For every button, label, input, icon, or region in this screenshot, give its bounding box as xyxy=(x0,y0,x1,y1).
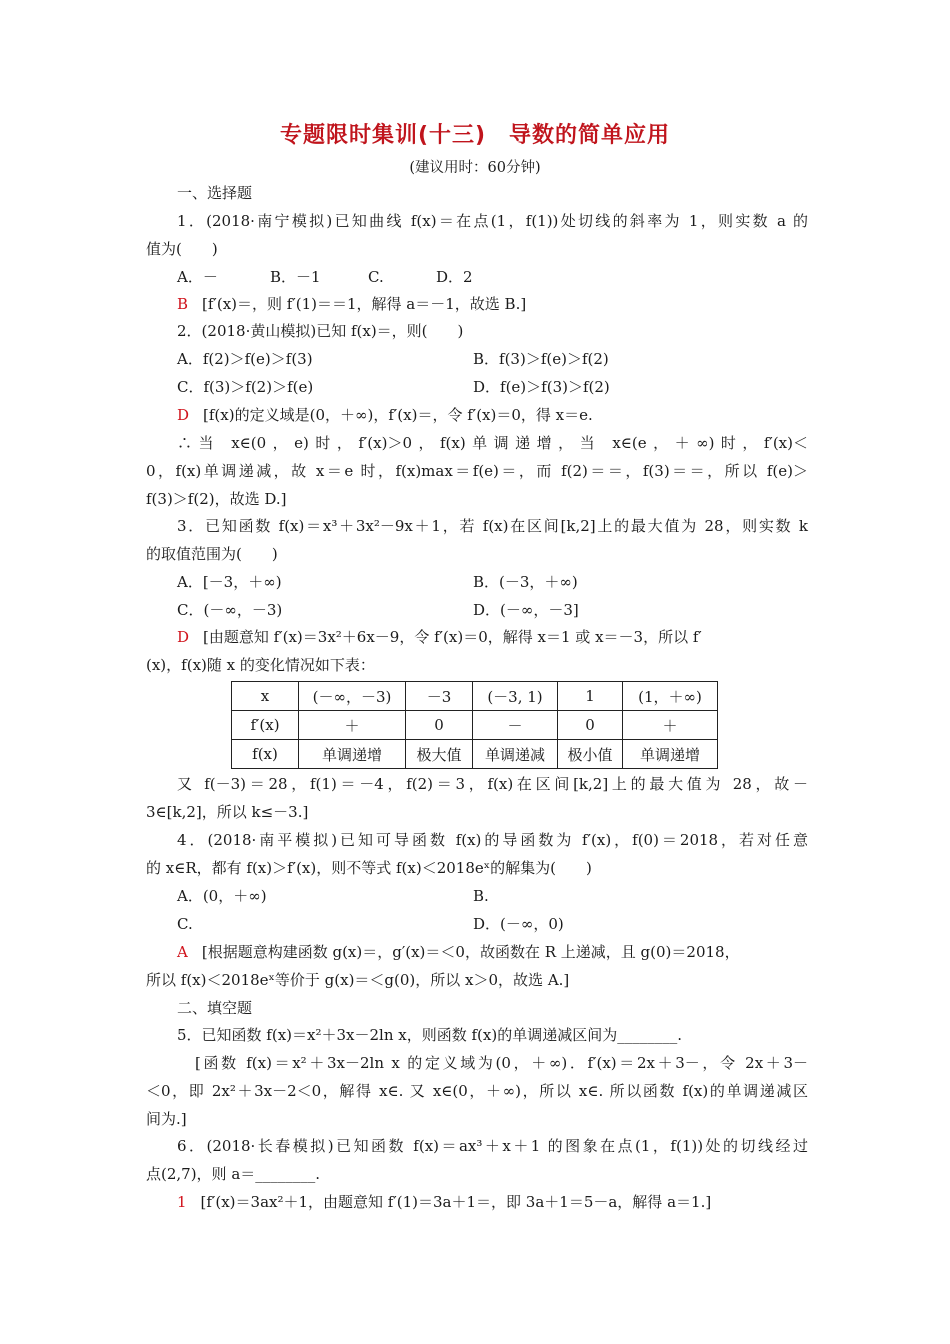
table-cell: f′(x) xyxy=(232,711,299,740)
table-row xyxy=(232,711,718,740)
q3-stem-line2: 的取值范围为( ) xyxy=(146,545,278,563)
q2-option-b: B．f(3)＞f(e)＞f(2) xyxy=(473,350,609,368)
q2-option-d: D．f(e)＞f(3)＞f(2) xyxy=(473,378,610,396)
table-cell: x xyxy=(232,682,299,711)
section-heading-choice: 一、选择题 xyxy=(177,184,253,202)
q2-solution-line2: ∴当 x∈(0，e)时，f′(x)＞0，f(x)单调递增，当 x∈(e，＋∞)时，f′(x)＜ xyxy=(177,434,808,452)
q6-stem-line1: 6．(2018·长春模拟)已知函数 f(x)＝ax³＋x＋1 的图象在点(1，f(1))处的切线经过 xyxy=(177,1137,808,1155)
q2-option-a: A．f(2)＞f(e)＞f(3) xyxy=(177,350,313,368)
q4-option-d: D．(－∞，0) xyxy=(473,915,564,933)
q4-option-b: B. xyxy=(473,887,489,905)
table-cell: 0 xyxy=(406,711,473,740)
q3-option-b: B．(－3，＋∞) xyxy=(473,573,578,591)
q2-solution-text: [f(x)的定义域是(0，＋∞)，f′(x)＝，令 f′(x)＝0，得 x＝e. xyxy=(203,406,593,424)
table-cell: 极小值 xyxy=(558,740,623,769)
q3-variation-table xyxy=(231,681,718,769)
q3-answer: D xyxy=(177,628,190,646)
table-cell: － xyxy=(473,711,558,740)
table-cell: 单调递增 xyxy=(623,740,718,769)
q4-solution-line1 xyxy=(177,942,808,962)
q3-solution-line2: (x)，f(x)随 x 的变化情况如下表： xyxy=(146,656,375,674)
table-cell: 单调递增 xyxy=(299,740,406,769)
q3-solution-line4: 3∈[k,2]，所以 k≤－3.] xyxy=(146,803,309,821)
q5-solution-line3: 间为.] xyxy=(146,1110,187,1128)
table-cell: (－∞，－3) xyxy=(299,682,406,711)
q4-stem-line1: 4．(2018·南平模拟)已知可导函数 f(x)的导函数为 f′(x)，f(0)＝2018，若对任意 xyxy=(177,831,808,849)
q1-stem-line2: 值为( ) xyxy=(146,240,218,258)
q2-solution-line4: f(3)＞f(2)，故选 D.] xyxy=(146,490,287,508)
q4-solution-text: [根据题意构建函数 g(x)＝，g′(x)＝＜0，故函数在 R 上递减，且 g(0)＝2018， xyxy=(201,943,740,961)
q1-option-c: C. xyxy=(368,268,384,286)
q1-option-b: B．－1 xyxy=(270,268,321,286)
q4-stem-line2: 的 x∈R，都有 f(x)＞f′(x)，则不等式 f(x)＜2018eˣ的解集为( ) xyxy=(146,859,592,877)
q6-stem-line2: 点(2,7)，则 a＝________. xyxy=(146,1165,321,1183)
q3-stem-line1: 3．已知函数 f(x)＝x³＋3x²－9x＋1，若 f(x)在区间[k,2]上的最大值为 28，则实数 k xyxy=(177,517,808,535)
table-cell: (1，＋∞) xyxy=(623,682,718,711)
page-title: 专题限时集训(十三) 导数的简单应用 xyxy=(279,123,671,148)
q4-option-c: C. xyxy=(177,915,193,933)
table-cell: (－3, 1) xyxy=(473,682,558,711)
q3-option-d: D．(－∞，－3] xyxy=(473,601,579,619)
q5-stem: 5．已知函数 f(x)＝x²＋3x－2ln x，则函数 f(x)的单调递减区间为________. xyxy=(177,1026,682,1044)
table-cell: 1 xyxy=(558,682,623,711)
table-cell: －3 xyxy=(406,682,473,711)
q2-stem: 2．(2018·黄山模拟)已知 f(x)＝，则( ) xyxy=(177,322,464,340)
q1-stem-line1: 1．(2018·南宁模拟)已知曲线 f(x)＝在点(1，f(1))处切线的斜率为 1，则实数 a 的 xyxy=(177,212,808,230)
page-subtitle: (建议用时：60分钟) xyxy=(409,160,541,176)
section-heading-fill: 二、填空题 xyxy=(177,999,253,1017)
q1-solution xyxy=(177,294,808,314)
q2-answer: D xyxy=(177,406,190,424)
q4-option-a: A．(0，＋∞) xyxy=(177,887,267,905)
table-cell: ＋ xyxy=(299,711,406,740)
q4-answer: A xyxy=(177,943,188,961)
table-cell: 极大值 xyxy=(406,740,473,769)
q2-solution-line1 xyxy=(177,405,808,425)
q6-solution-text: [f′(x)＝3ax²＋1，由题意知 f′(1)＝3a＋1＝，即 3a＋1＝5－a，解得 a＝1.] xyxy=(200,1193,712,1211)
table-row xyxy=(232,682,718,711)
q4-solution-line2: 所以 f(x)＜2018eˣ等价于 g(x)＝＜g(0)，所以 x＞0，故选 A.] xyxy=(146,971,570,989)
q3-solution-line3: 又 f(－3)＝28，f(1)＝－4，f(2)＝3，f(x)在区间[k,2]上的最大值为 28，故－ xyxy=(177,775,808,793)
table-cell: ＋ xyxy=(623,711,718,740)
q5-solution-line2: ＜0，即 2x²＋3x－2＜0，解得 x∈. 又 x∈(0，＋∞)，所以 x∈. 所以函数 f(x)的单调递减区 xyxy=(146,1082,808,1100)
q3-solution-text: [由题意知 f′(x)＝3x²＋6x－9，令 f′(x)＝0，解得 x＝1 或 x＝－3，所以 f′ xyxy=(203,628,702,646)
table-row xyxy=(232,740,718,769)
q3-option-a: A．[－3，＋∞) xyxy=(177,573,282,591)
q3-option-c: C．(－∞，－3) xyxy=(177,601,283,619)
q6-answer: 1 xyxy=(177,1193,187,1211)
q1-answer: B xyxy=(177,295,189,313)
q6-solution xyxy=(177,1192,808,1212)
table-cell: 单调递减 xyxy=(473,740,558,769)
q2-solution-line3: 0，f(x)单调递减，故 x＝e 时，f(x)max＝f(e)＝，而 f(2)＝＝，f(3)＝＝，所以 f(e)＞ xyxy=(146,462,808,480)
q1-option-a: A．－ xyxy=(177,268,218,286)
table-cell: 0 xyxy=(558,711,623,740)
q2-option-c: C．f(3)＞f(2)＞f(e) xyxy=(177,378,314,396)
q3-solution-line1 xyxy=(177,627,808,647)
table-cell: f(x) xyxy=(232,740,299,769)
q1-option-d: D．2 xyxy=(436,268,473,286)
q5-solution-line1: [函数 f(x)＝x²＋3x－2ln x 的定义域为(0，＋∞)．f′(x)＝2x＋3－，令 2x＋3－ xyxy=(195,1054,808,1072)
q1-solution-text: [f′(x)＝，则 f′(1)＝＝1，解得 a＝－1，故选 B.] xyxy=(202,295,527,313)
